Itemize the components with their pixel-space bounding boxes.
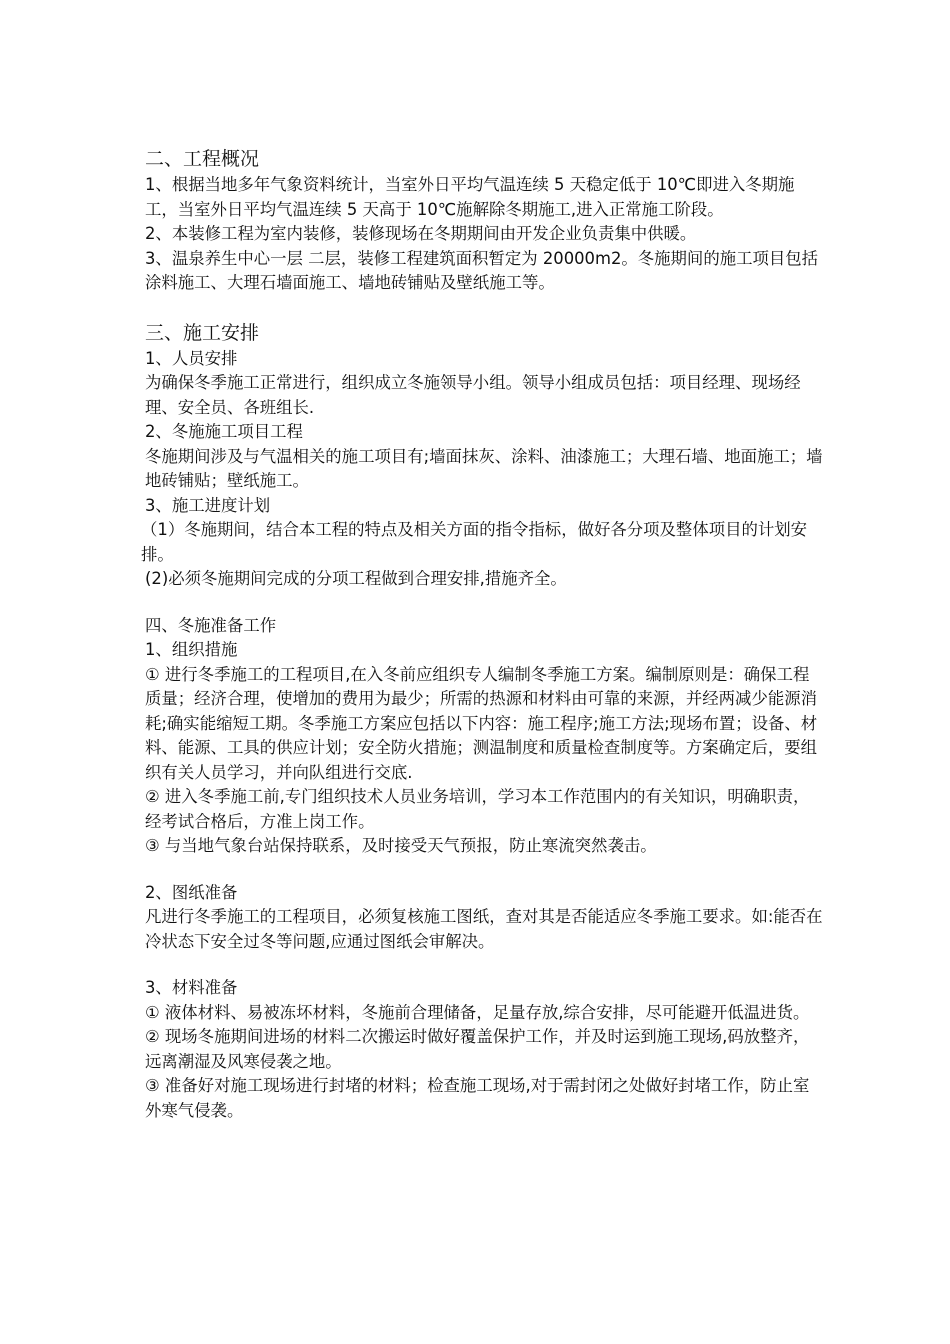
document-body <box>141 146 825 1123</box>
subheading: 3、施工进度计划 <box>145 495 271 515</box>
spacer <box>145 296 825 320</box>
spacer <box>145 954 825 976</box>
section-heading-project-overview: 二、工程概况 <box>145 148 260 170</box>
subheading: 2、图纸准备 <box>145 882 238 902</box>
list-item: (2)必须冬施期间完成的分项工程做到合理安排,措施齐全。 <box>145 569 567 588</box>
spacer <box>145 859 825 881</box>
list-item: ① 液体材料、易被冻坏材料，冬施前合理储备，足量存放,综合安排，尽可能避开低温进货。 <box>145 1002 810 1022</box>
paragraph: 为确保冬季施工正常进行，组织成立冬施领导小组。领导小组成员包括：项目经理、现场经理、安全员、各班组长. <box>145 373 801 417</box>
paragraph: 1、根据当地多年气象资料统计，当室外日平均气温连续 5 天稳定低于 10℃即进入冬期施工，当室外日平均气温连续 5 天高于 10℃施解除冬期施工,进入正常施工阶段。 <box>145 175 795 219</box>
list-item: ③ 与当地气象台站保持联系，及时接受天气预报，防止寒流突然袭击。 <box>145 836 657 855</box>
subheading: 3、材料准备 <box>145 978 238 997</box>
paragraph: 冬施期间涉及与气温相关的施工项目有;墙面抹灰、涂料、油漆施工；大理石墙、地面施工；墙地砖铺贴；壁纸施工。 <box>145 446 823 490</box>
paragraph: 凡进行冬季施工的工程项目，必须复核施工图纸，查对其是否能适应冬季施工要求。如:能否在冷状态下安全过冬等问题,应通过图纸会审解决。 <box>145 907 823 951</box>
spacer <box>145 592 825 614</box>
list-item: （1）冬施期间，结合本工程的特点及相关方面的指令指标，做好各分项及整体项目的计划安排。 <box>141 520 808 564</box>
subheading: 1、人员安排 <box>145 348 238 368</box>
paragraph: 3、温泉养生中心一层 二层，装修工程建筑面积暂定为 20000m2。冬施期间的施工项目包括涂料施工、大理石墙面施工、墙地砖铺贴及壁纸施工等。 <box>145 248 819 292</box>
subheading: 2、冬施施工项目工程 <box>145 422 303 441</box>
list-item: ① 进行冬季施工的工程项目,在入冬前应组织专人编制冬季施工方案。编制原则是：确保工程质量；经济合理，使增加的费用为最少；所需的热源和材料由可靠的来源，并经两减少能源消耗;确实能缩短工期。冬季施工方案应包括以下内容：施工程序;施工方法;现场布置；设备、材料、能源、工具的供应计划；安全防火措施；测温制度和质量检查制度等。方案确定后，要组织有关人员学习，并向队组进行交底. <box>145 664 818 782</box>
list-item: ② 现场冬施期间进场的材料二次搬运时做好覆盖保护工作，并及时运到施工现场,码放整齐，远离潮湿及风寒侵袭之地。 <box>145 1027 810 1071</box>
section-heading-construction-arrangement: 三、施工安排 <box>145 321 260 344</box>
subheading: 1、组织措施 <box>145 640 238 659</box>
list-item: ② 进入冬季施工前,专门组织技术人员业务培训，学习本工作范围内的有关知识，明确职责，经考试合格后，方准上岗工作。 <box>145 787 810 831</box>
paragraph: 2、本装修工程为室内装修，装修现场在冬期期间由开发企业负责集中供暖。 <box>145 224 697 243</box>
section-heading-winter-preparation: 四、冬施准备工作 <box>145 615 277 635</box>
list-item: ③ 准备好对施工现场进行封堵的材料；检查施工现场,对于需封闭之处做好封堵工作，防止室外寒气侵袭。 <box>145 1076 810 1120</box>
